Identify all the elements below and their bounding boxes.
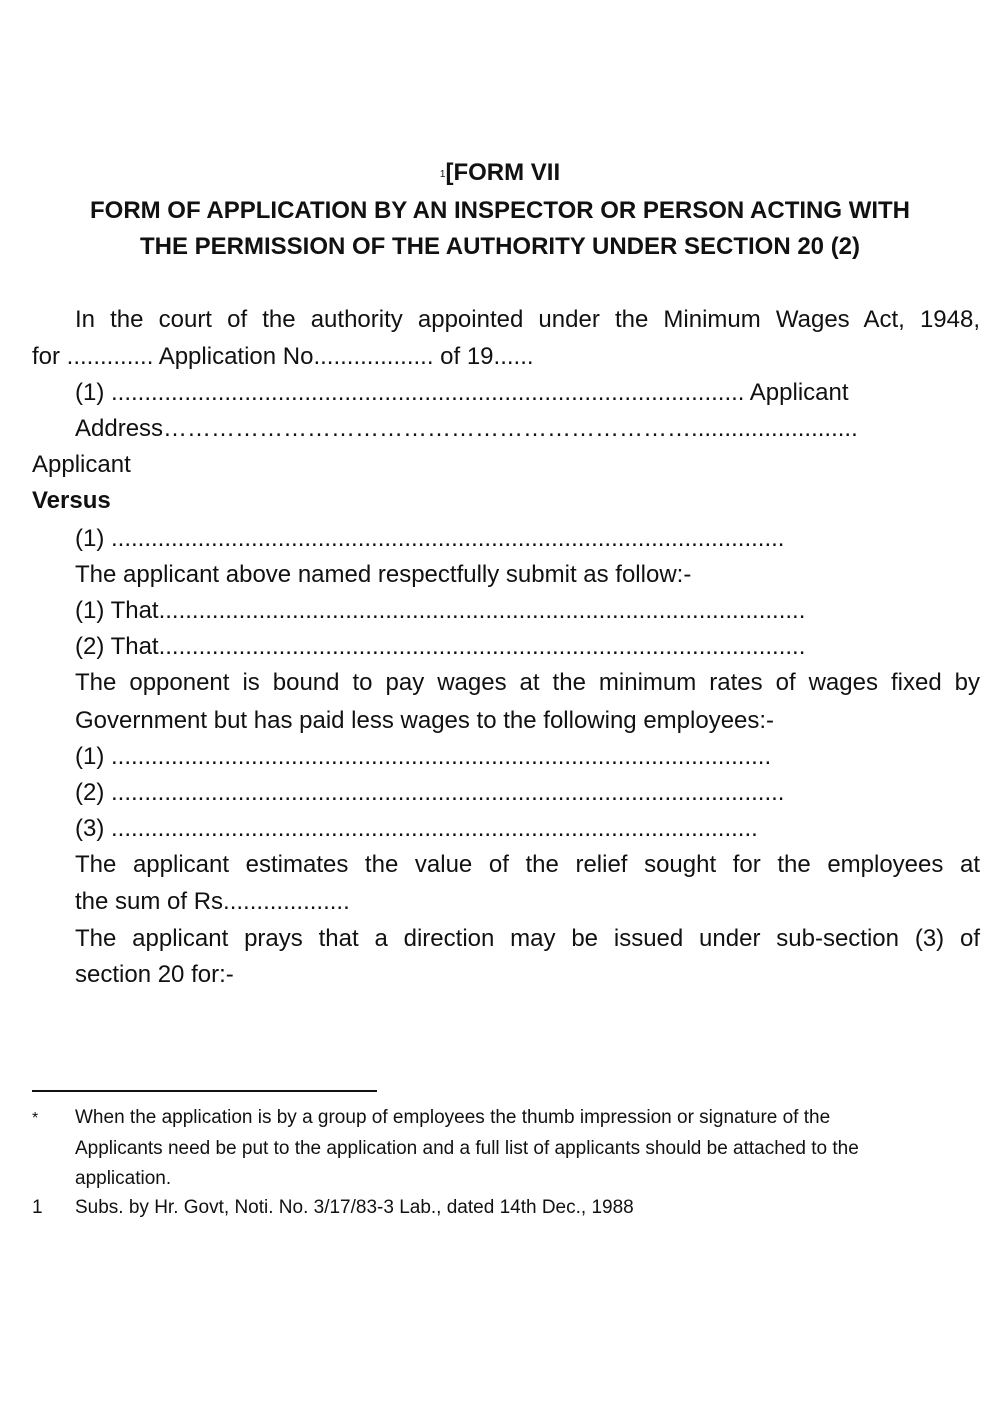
estimate-line-1: The applicant estimates the value of the relief sought for the employees at [75,851,980,878]
employee-item-3: (3) ................................................................................................. [75,815,758,842]
opponent-bound-line-2: Government but has paid less wages to the following employees:- [75,707,775,734]
intro-line-1: In the court of the authority appointed under the Minimum Wages Act, 1948, [75,306,980,333]
applicant-line: (1) ............................................................................................... Applicant [75,379,849,406]
opponent-bound-line-1: The opponent is bound to pay wages at the minimum rates of wages fixed by [75,669,980,696]
prays-line-2: section 20 for:- [75,961,234,988]
intro-line-2: for ............. Application No.................. of 19...... [32,343,534,370]
that-item-2: (2) That................................................................................................. [75,633,806,660]
applicant-label: Applicant [32,451,131,478]
address-line: Address…………………………………………………………......................... [75,415,858,442]
footnote-star-line-1: When the application is by a group of employees the thumb impression or signature of the [75,1107,831,1128]
estimate-line-2: the sum of Rs................... [75,888,350,915]
footnote-star-line-2: Applicants need be put to the application and a full list of applicants should be attached to the [75,1138,859,1159]
form-title [0,158,1000,188]
versus-label: Versus [32,487,111,514]
footnote-ref: 1 [439,169,446,180]
footnote-one-mark: 1 [32,1197,43,1218]
opponent-line: (1) ..................................................................................................... [75,525,785,552]
employee-item-2: (2) ..................................................................................................... [75,779,785,806]
employee-item-1: (1) ................................................................................................... [75,743,772,770]
form-title-text: [FORM VII [445,159,561,186]
footnote-star-mark: * [32,1110,39,1127]
submit-line: The applicant above named respectfully submit as follow:- [75,561,692,588]
footnote-star-line-3: application. [75,1168,172,1189]
prays-line-1: The applicant prays that a direction may be issued under sub-section (3) of [75,925,980,952]
footnote-divider [32,1090,377,1092]
footnote-one-text: Subs. by Hr. Govt, Noti. No. 3/17/83-3 Lab., dated 14th Dec., 1988 [75,1197,634,1218]
form-subtitle-line-2: THE PERMISSION OF THE AUTHORITY UNDER SECTION 20 (2) [139,233,861,260]
that-item-1: (1) That................................................................................................. [75,597,806,624]
form-subtitle-line-1: FORM OF APPLICATION BY AN INSPECTOR OR PERSON ACTING WITH [89,197,911,224]
